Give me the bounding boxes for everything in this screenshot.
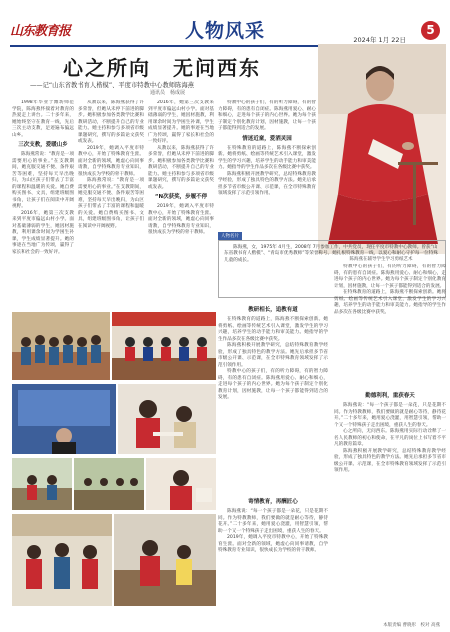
photo-group-1 [12, 312, 110, 380]
photo-group-9 [114, 514, 216, 606]
paragraph: 陈海燕说：“每一个孩子都是一朵花，只是花期不同。作为特教教师，我们要做的就是耐心等待，静待花开。”二十多年来，她用爱心浇灌，用智慧引领，帮助一个又一个特殊孩子走出困境，重获人生的春天。 [218, 509, 328, 534]
paragraph: 陈海燕常说：“教育是一项需要用心的事业。”在支教期间，她克服交通不便、条件艰苦等困难，坚持每天早出晚归，为山区孩子们带去了丰富的课程和温暖的关爱。她自费购买图书、文具，组建班级图书角，让孩子们在阅读中开阔视野。 [78, 178, 144, 229]
profile-text: 陈海燕，女，1975年 4月生，2008年 7月参加工作，中共党员，现任平度市特教中心教师。曾获“山东省教书育人楷模”、“青岛市优秀教师”等荣誉称号。她扎根特殊教育一线，以爱心和耐心守护每一位特殊儿童的成长。 [224, 245, 438, 263]
text-column-1 [12, 100, 74, 308]
photo-group-6 [74, 458, 144, 510]
paragraph: 特教中心的孩子们，有的听力障碍，有的智力障碍，有的患有自闭症。陈海燕用爱心、耐心和细心，走进每个孩子的内心世界。她为每个孩子制定个别化教育计划，因材施教，让每一个孩子都能得到适合的发展。 [334, 264, 446, 289]
paragraph: 在特殊教育的道路上，陈海燕不断探索创新。她将剪纸、绘画等传统艺术引入课堂，激发学生的学习兴趣，培养学生的动手能力和审美能力。她指导的学生作品多次在各级比赛中获奖。 [218, 317, 328, 342]
photo-group-2 [112, 312, 216, 380]
section-title: 人物风采 [184, 20, 265, 42]
text-column-5 [218, 304, 328, 494]
article-subhead: ——记“山东省教书育人楷模”、平度市特教中心教师陈海燕 [30, 82, 194, 89]
subsection-heading: 勤德利利，重获春天 [365, 393, 415, 399]
subsection-heading: “N次获奖，步履不停 [154, 194, 208, 200]
text-column-3 [148, 100, 214, 308]
text-column-7 [334, 264, 446, 388]
photo-group-8 [12, 514, 112, 606]
photo-group-3 [12, 384, 116, 454]
paragraph: 2016年，她第三次支教来到平度市偏远山村小学。面对基础薄弱的学生，她因材施教，利用课余时间为学困生补课，学生成绩显著提升。她的事迹在当地广为传颂，赢得了家长和社会的一致好评。 [148, 100, 214, 144]
paragraph: 陈海燕积极开展教学研究，总结特殊教育教学经验，形成了独具特色的教学方法。她先后承担多节省市级公开课、示范课，在全市特殊教育领域发挥了示范引领作用。 [334, 448, 446, 473]
paragraph: 2019年，她调入平度市特教中心，开始了特殊教育生涯。面对全新的领域，她虚心向同事请教，自学特殊教育专业知识，很快成长为学校的骨干教师。 [78, 145, 144, 177]
page-header [0, 0, 450, 46]
paragraph: 2019年，她调入平度市特教中心，开始了特殊教育生涯。面对全新的领域，她虚心向同事请教，自学特殊教育专业知识，很快成长为学校的骨干教师。 [148, 204, 214, 235]
masthead-logo: 山东教育报 [10, 24, 71, 39]
paragraph: 在特殊教育的道路上，陈海燕不断探索创新。她将剪纸、绘画等传统艺术引入课堂，激发学生的学习兴趣，培养学生的动手能力和审美能力。她指导的学生作品多次在各级比赛中获奖。 [334, 290, 446, 315]
paragraph: 心之所向，无问西东。陈海燕用实际行动诠释了一名人民教师的初心和使命，在平凡的岗位上书写着不平凡的教育篇章。 [334, 429, 446, 447]
text-column-6 [218, 496, 328, 622]
subsection-heading: 情迷近童，爱洒灵园 [242, 135, 292, 142]
subsection-heading: 三次支教，爱暖山乡 [18, 142, 68, 148]
paragraph: 2016年，她第三次支教来到平度市偏远山村小学。面对基础薄弱的学生，她因材施教，利用课余时间为学困生补课，学生成绩显著提升。她的事迹在当地广为传颂，赢得了家长和社会的一致好评。 [12, 210, 74, 255]
text-column-8 [334, 390, 446, 618]
paragraph: 1998年毕业于潍坊师范学院，陈海燕怀揣着对教育的热爱走上讲台。二十多年来，她始终坚守在教育一线，先后三次主动支教，足迹遍布偏远山乡。 [12, 100, 74, 138]
paragraph: 陈海燕常说：“教育是一项需要用心的事业。”在支教期间，她克服交通不便、条件艰苦等困难，坚持每天早出晚归，为山区孩子们带去了丰富的课程和温暖的关爱。她自费购买图书、文具，组建班级图书角，让孩子们在阅读中开阔视野。 [12, 152, 74, 209]
text-column-2 [78, 100, 144, 308]
paragraph: 从教以来，陈海燕获得了许多荣誉，但她从未停下前进的脚步。她积极参加各类教学比赛和教研活动，不断提升自己的专业能力。她主持和参与多项省市级课题研究，撰写的多篇论文获奖或发表。 [148, 145, 214, 190]
photo-group-4 [118, 384, 216, 454]
paragraph: 从教以来，陈海燕获得了许多荣誉，但她从未停下前进的脚步。她积极参加各类教学比赛和教研活动，不断提升自己的专业能力。她主持和参与多项省市级课题研究，撰写的多篇论文获奖或发表。 [78, 100, 144, 144]
paragraph: 陈海燕积极开展教学研究，总结特殊教育教学经验，形成了独具特色的教学方法。她先后承担多节省市级公开课、示范课，在全市特殊教育领域发挥了示范引领作用。 [218, 171, 316, 196]
paragraph: 2019年，她调入平度市特教中心，开始了特殊教育生涯。面对全新的领域，她虚心向同事请教，自学特殊教育专业知识，很快成长为学校的骨干教师。 [218, 535, 328, 553]
paragraph: 陈海燕说：“每一个孩子都是一朵花，只是花期不同。作为特教教师，我们要做的就是耐心等待，静待花开。”二十多年来，她用爱心浇灌，用智慧引领，帮助一个又一个特殊孩子走出困境，重获人生的春天。 [334, 403, 446, 428]
paragraph: 陈海燕积极开展教学研究，总结特殊教育教学经验，形成了独具特色的教学方法。她先后承担多节省市级公开课、示范课，在全市特殊教育领域发挥了示范引领作用。 [218, 343, 328, 368]
text-column-4 [218, 100, 316, 228]
page-footer: 本版责编 曹晓彤 校对 高燕 [383, 623, 440, 628]
paragraph: 特教中心的孩子们，有的听力障碍，有的智力障碍，有的患有自闭症。陈海燕用爱心、耐心和细心，走进每个孩子的内心世界。她为每个孩子制定个别化教育计划，因材施教，让每一个孩子都能得到适合的发展。 [218, 369, 328, 400]
article-byline: 通讯员 杨成展 [150, 90, 186, 96]
profile-tag: 人物名片 [218, 232, 242, 240]
photo-group-7 [146, 458, 216, 510]
paragraph: 特教中心的孩子们，有的听力障碍，有的智力障碍，有的患有自闭症。陈海燕用爱心、耐心和细心，走进每个孩子的内心世界。她为每个孩子制定个别化教育计划，因材施教，让每一个孩子都能得到适合的发展。 [218, 100, 316, 131]
main-photo-caption: 陈海燕在辅导学生学习剪纸艺术 [349, 257, 413, 262]
page-number: 5 [421, 21, 440, 40]
subsection-heading: 寄情教育，再酬匠心 [248, 499, 298, 505]
article-headline: 心之所向 无问西东 [63, 56, 261, 80]
issue-date: 2024年 1月 22日 [353, 36, 406, 44]
paragraph: 在特殊教育的道路上，陈海燕不断探索创新。她将剪纸、绘画等传统艺术引入课堂，激发学生的学习兴趣，培养学生的动手能力和审美能力。她指导的学生作品多次在各级比赛中获奖。 [218, 145, 316, 170]
main-photo [318, 44, 446, 254]
photo-group-5 [12, 458, 72, 510]
subsection-heading: 教研相长，追教有道 [248, 307, 298, 313]
